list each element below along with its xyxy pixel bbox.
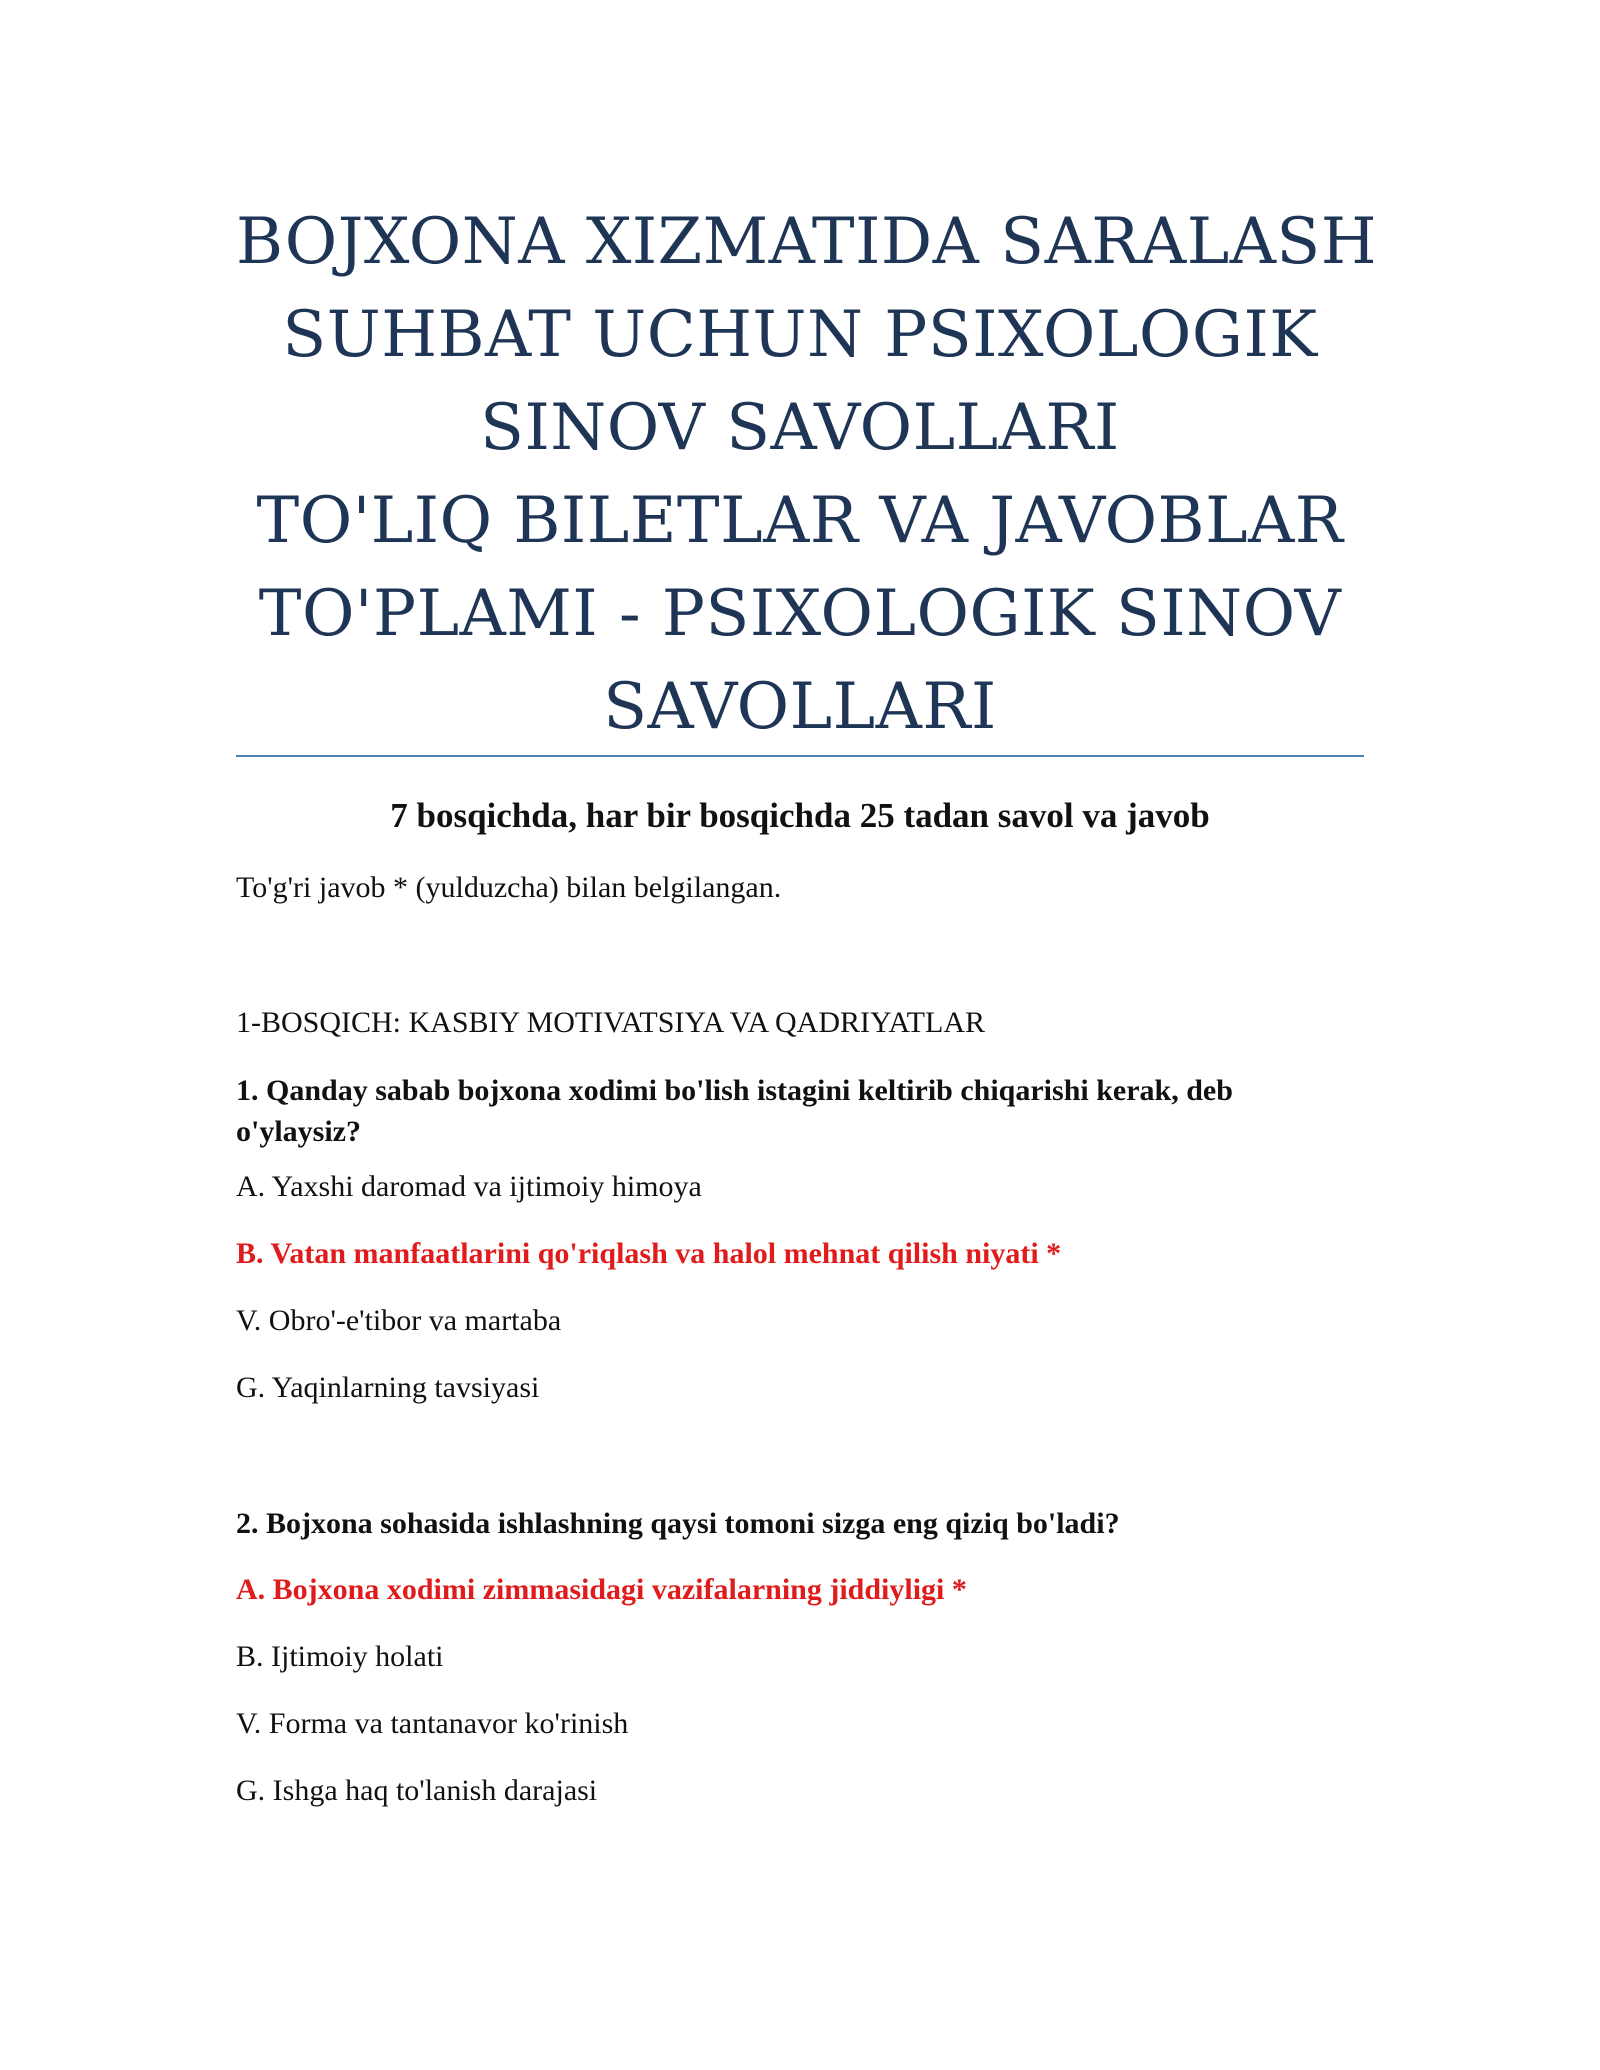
title-line-2: SUHBAT UCHUN PSIXOLOGIK bbox=[282, 298, 1318, 372]
title-line-5: TO'PLAMI - PSIXOLOGIK SINOV bbox=[258, 577, 1342, 651]
question-2-option-a-correct: A. Bojxona xodimi zimmasidagi vazifalarning jiddiyligi * bbox=[236, 1573, 967, 1606]
question-1: 1. Qanday sabab bojxona xodimi bo'lish istagini keltirib chiqarishi kerak, deb o'ylaysiz? bbox=[236, 1074, 1233, 1148]
title-line-6: SAVOLLARI bbox=[603, 670, 997, 744]
question-1-option-a: A. Yaxshi daromad va ijtimoiy himoya bbox=[236, 1170, 702, 1203]
question-1-option-g: G. Yaqinlarning tavsiyasi bbox=[236, 1371, 540, 1404]
title-line-3: SINOV SAVOLLARI bbox=[480, 391, 1120, 465]
question-1-option-b-correct: B. Vatan manfaatlarini qo'riqlash va halol mehnat qilish niyati * bbox=[236, 1237, 1062, 1270]
question-2-option-g: G. Ishga haq to'lanish darajasi bbox=[236, 1774, 598, 1807]
title-line-4: TO'LIQ BILETLAR VA JAVOBLAR bbox=[256, 484, 1344, 558]
question-2-option-b: B. Ijtimoiy holati bbox=[236, 1640, 444, 1673]
title-line-1: BOJXONA XIZMATIDA SARALASH bbox=[236, 205, 1378, 279]
title-divider bbox=[236, 755, 1364, 757]
question-1-option-v: V. Obro'-e'tibor va martaba bbox=[236, 1304, 562, 1337]
document-title bbox=[236, 196, 1378, 754]
section-heading: 1-BOSQICH: KASBIY MOTIVATSIYA VA QADRIYATLAR bbox=[236, 1006, 985, 1039]
question-2: 2. Bojxona sohasida ishlashning qaysi tomoni sizga eng qiziq bo'ladi? bbox=[236, 1507, 1120, 1540]
question-2-option-v: V. Forma va tantanavor ko'rinish bbox=[236, 1707, 629, 1740]
legend-note: To'g'ri javob * (yulduzcha) bilan belgilangan. bbox=[236, 871, 782, 904]
document-subtitle: 7 bosqichda, har bir bosqichda 25 tadan savol va javob bbox=[390, 796, 1210, 835]
